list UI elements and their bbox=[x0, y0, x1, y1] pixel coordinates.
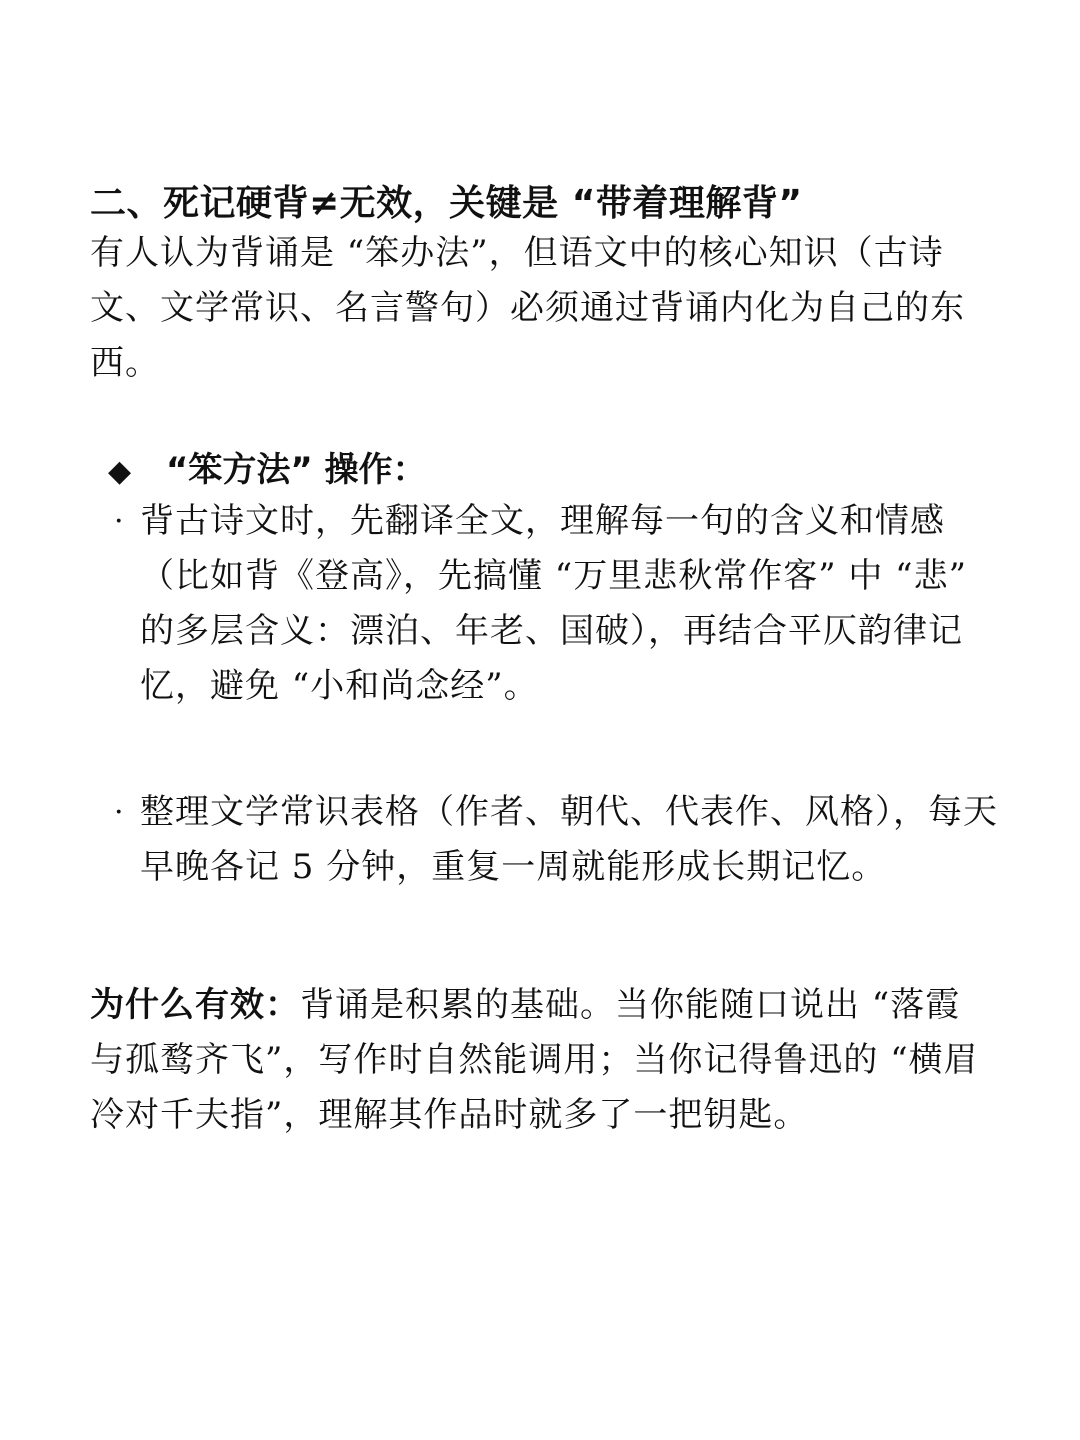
list-item-text: 背古诗文时，先翻译全文，理解每一句的含义和情感（比如背《登高》，先搞懂 “万里悲秋常作客” 中 “悲” 的多层含义：漂泊、年老、国破），再结合平仄韵律记忆，避免 “小和尚念经”。 bbox=[140, 501, 967, 706]
why-text: 背诵是积累的基础。当你能随口说出 “落霞与孤鹜齐飞”，写作时自然能调用；当你记得鲁迅的 “横眉冷对千夫指”，理解其作品时就多了一把钥匙。 bbox=[90, 985, 979, 1135]
why-paragraph bbox=[90, 978, 990, 1143]
intro-paragraph: 有人认为背诵是 “笨办法”，但语文中的核心知识（古诗文、文学常识、名言警句）必须通过背诵内化为自己的东西。 bbox=[90, 233, 965, 383]
list-item-text: 整理文学常识表格（作者、朝代、代表作、风格），每天早晚各记 5 分钟，重复一周就能形成长期记忆。 bbox=[140, 792, 998, 887]
section-heading: 二、死记硬背≠无效，关键是 “带着理解背” bbox=[90, 183, 803, 224]
why-label: 为什么有效： bbox=[90, 985, 300, 1025]
method-list bbox=[110, 494, 1010, 895]
list-item bbox=[110, 785, 1010, 895]
diamond-bullet-icon: ◆ bbox=[108, 454, 132, 489]
bullet-dot-icon: · bbox=[114, 504, 125, 539]
method-heading-label: “笨方法” 操作： bbox=[166, 450, 427, 490]
bullet-dot-icon: · bbox=[114, 795, 125, 830]
list-item bbox=[110, 494, 1010, 714]
method-heading bbox=[108, 442, 427, 500]
